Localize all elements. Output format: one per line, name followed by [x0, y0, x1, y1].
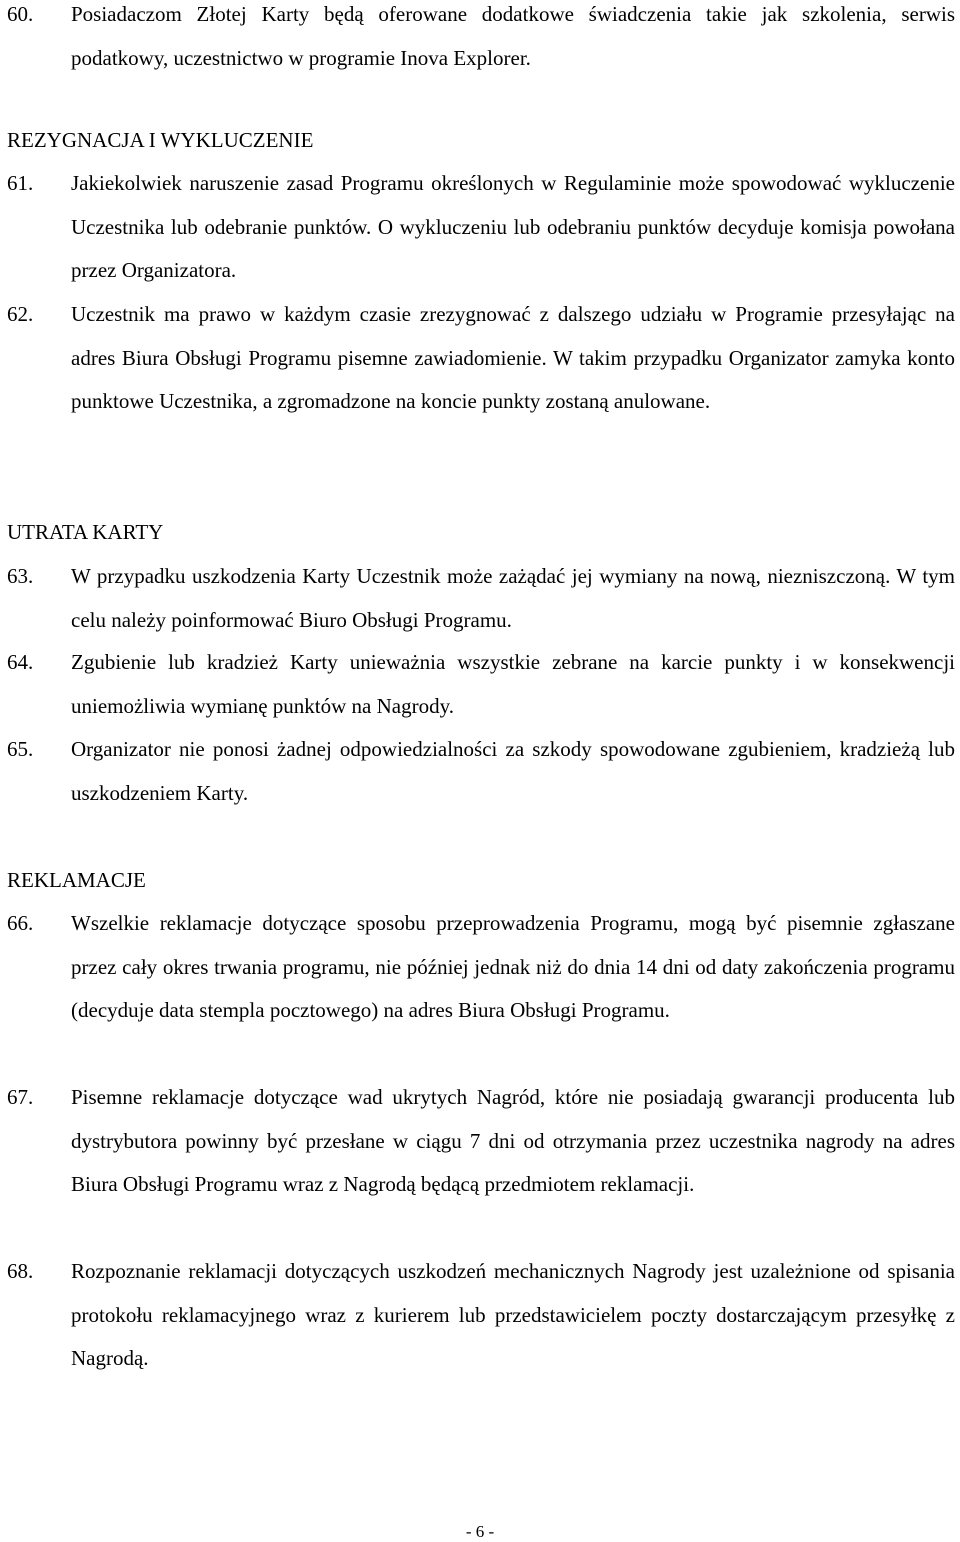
clause-64 [7, 641, 955, 728]
clause-63 [7, 555, 955, 642]
clause-number: 66. [7, 911, 34, 935]
clause-65 [7, 728, 955, 815]
clause-66 [7, 902, 955, 1033]
clause-number: 68. [7, 1259, 34, 1283]
clause-number: 63. [7, 564, 34, 588]
clause-68 [7, 1250, 955, 1381]
clause-62 [7, 293, 955, 424]
clause-text: Pisemne reklamacje dotyczące wad ukrytych Nagród, które nie posiadają gwarancji producenta lub dystrybutora powinny być przesłane w ciągu 7 dni od otrzymania przez uczestnika nagrody na adres Biura Obsługi Programu wraz z Nagrodą będącą przedmiotem reklamacji. [71, 1085, 955, 1196]
clause-number: 60. [7, 2, 34, 26]
section-heading-utrata-karty: UTRATA KARTY [7, 520, 164, 544]
clause-text: Jakiekolwiek naruszenie zasad Programu określonych w Regulaminie może spowodować wykluczenie Uczestnika lub odebranie punktów. O wykluczeniu lub odebraniu punktów decyduje komisja powołana przez Organizatora. [71, 171, 955, 282]
clause-text: Wszelkie reklamacje dotyczące sposobu przeprowadzenia Programu, mogą być pisemnie zgłaszane przez cały okres trwania programu, nie później jednak niż do dnia 14 dni od daty zakończenia programu (decyduje data stempla pocztowego) na adres Biura Obsługi Programu. [71, 911, 955, 1022]
clause-text: Zgubienie lub kradzież Karty unieważnia wszystkie zebrane na karcie punkty i w konsekwencji uniemożliwia wymianę punktów na Nagrody. [71, 650, 955, 718]
clause-text: Uczestnik ma prawo w każdym czasie zrezygnować z dalszego udziału w Programie przesyłając na adres Biura Obsługi Programu pisemne zawiadomienie. W takim przypadku Organizator zamyka konto punktowe Uczestnika, a zgromadzone na koncie punkty zostaną anulowane. [71, 302, 955, 413]
clause-60 [7, 0, 955, 80]
section-heading-reklamacje: REKLAMACJE [7, 868, 146, 892]
section-heading-rezygnacja: REZYGNACJA I WYKLUCZENIE [7, 128, 314, 152]
clause-number: 67. [7, 1085, 34, 1109]
clause-text: Posiadaczom Złotej Karty będą oferowane dodatkowe świadczenia takie jak szkolenia, serwis podatkowy, uczestnictwo w programie Inova Explorer. [71, 2, 955, 70]
clause-text: W przypadku uszkodzenia Karty Uczestnik może zażądać jej wymiany na nową, niezniszczoną. W tym celu należy poinformować Biuro Obsługi Programu. [71, 564, 955, 632]
clause-number: 61. [7, 171, 34, 195]
clause-number: 62. [7, 302, 34, 326]
clause-text: Rozpoznanie reklamacji dotyczących uszkodzeń mechanicznych Nagrody jest uzależnione od spisania protokołu reklamacyjnego wraz z kurierem lub przedstawicielem poczty dostarczającym przesyłkę z Nagrodą. [71, 1259, 955, 1370]
clause-number: 65. [7, 737, 34, 761]
clause-text: Organizator nie ponosi żadnej odpowiedzialności za szkody spowodowane zgubieniem, kradzieżą lub uszkodzeniem Karty. [71, 737, 955, 805]
page-number: - 6 - [465, 1522, 495, 1541]
clause-67 [7, 1076, 955, 1207]
clause-61 [7, 162, 955, 293]
clause-number: 64. [7, 650, 34, 674]
